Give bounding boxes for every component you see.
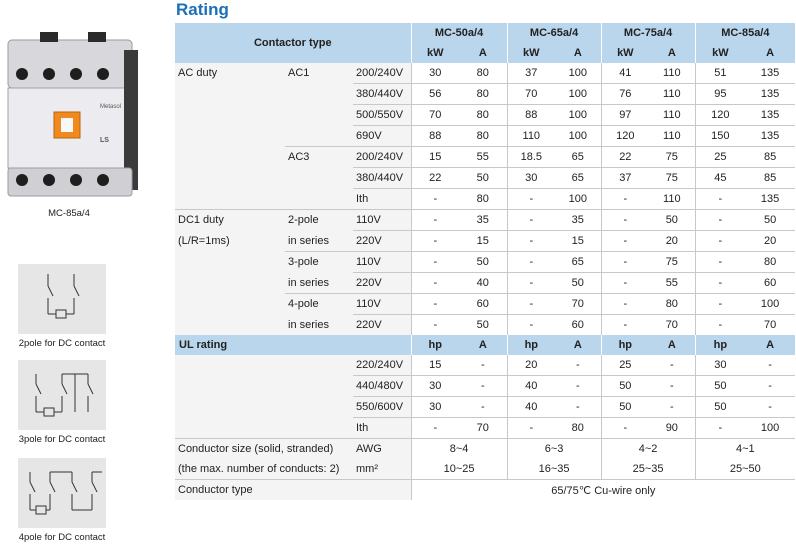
voltage-cell: 220V: [353, 315, 411, 336]
section-label: DC1 duty: [175, 210, 285, 231]
value-cell: 50: [555, 273, 601, 294]
mm2-value: 10~25: [411, 459, 507, 480]
value-cell: 150: [695, 126, 745, 147]
value-cell: 80: [745, 252, 795, 273]
pole-label: 2-pole: [285, 210, 353, 231]
value-cell: -: [411, 189, 459, 210]
value-cell: 30: [411, 63, 459, 84]
value-cell: 15: [411, 147, 459, 168]
value-cell: 75: [649, 168, 695, 189]
empty-cell: [175, 294, 285, 315]
header-row-models: [175, 23, 795, 43]
value-cell: 110: [649, 189, 695, 210]
value-cell: -: [411, 315, 459, 336]
unit-hp: hp: [411, 335, 459, 355]
section-sublabel: (L/R=1ms): [175, 231, 285, 252]
value-cell: 70: [745, 315, 795, 336]
value-cell: 65: [555, 147, 601, 168]
value-cell: -: [745, 397, 795, 418]
value-cell: 15: [555, 231, 601, 252]
table-row: [175, 315, 795, 336]
value-cell: -: [695, 418, 745, 439]
voltage-cell: 200/240V: [353, 147, 411, 168]
pole-label: 3-pole: [285, 252, 353, 273]
voltage-cell: 110V: [353, 252, 411, 273]
value-cell: 97: [601, 105, 649, 126]
value-cell: 40: [459, 273, 507, 294]
value-cell: 15: [459, 231, 507, 252]
value-cell: 55: [459, 147, 507, 168]
unit-kw: kW: [695, 43, 745, 63]
pole-label: in series: [285, 273, 353, 294]
table-row: [175, 480, 795, 501]
value-cell: 25: [601, 355, 649, 376]
value-cell: -: [601, 273, 649, 294]
table-row: [175, 294, 795, 315]
value-cell: -: [555, 397, 601, 418]
value-cell: -: [575, 359, 580, 371]
diagram-4pole: [18, 458, 106, 528]
value-cell: -: [601, 315, 649, 336]
value-cell: 35: [459, 210, 507, 231]
unit-a: A: [649, 335, 695, 355]
unit-a: A: [459, 335, 507, 355]
conductor-type-value: 65/75℃ Cu-wire only: [411, 480, 795, 501]
value-cell: 50: [459, 315, 507, 336]
value-cell: -: [411, 418, 459, 439]
value-cell: 22: [411, 168, 459, 189]
value-cell: -: [507, 315, 555, 336]
contactor-image: [4, 30, 140, 200]
unit-hp: hp: [695, 335, 745, 355]
value-cell: -: [601, 189, 649, 210]
value-cell: 45: [695, 168, 745, 189]
value-cell: -: [695, 273, 745, 294]
value-cell: 85: [745, 168, 795, 189]
value-cell: 100: [555, 84, 601, 105]
model-header: MC-75a/4: [601, 23, 695, 43]
value-cell: -: [695, 231, 745, 252]
value-cell: -: [601, 231, 649, 252]
value-cell: 80: [459, 189, 507, 210]
value-cell: 85: [745, 147, 795, 168]
value-cell: 50: [745, 210, 795, 231]
value-cell: 25: [695, 147, 745, 168]
value-cell: -: [507, 418, 555, 439]
value-cell: 30: [411, 376, 459, 397]
value-cell: 110: [507, 126, 555, 147]
diagram-2pole: [18, 264, 106, 334]
value-cell: 37: [601, 168, 649, 189]
value-cell: 60: [459, 294, 507, 315]
value-cell: -: [768, 359, 772, 371]
value-cell: -: [507, 294, 555, 315]
voltage-cell: 380/440V: [353, 84, 411, 105]
voltage-cell: 690V: [353, 126, 411, 147]
value-cell: 40: [507, 397, 555, 418]
awg-value: 6~3: [507, 439, 601, 460]
value-cell: 75: [649, 147, 695, 168]
value-cell: 100: [555, 189, 601, 210]
value-cell: 50: [459, 168, 507, 189]
pole-label: in series: [285, 231, 353, 252]
value-cell: 88: [507, 105, 555, 126]
section-label: AC duty: [175, 63, 285, 210]
value-cell: -: [411, 294, 459, 315]
model-header: MC-65a/4: [507, 23, 601, 43]
value-cell: -: [459, 397, 507, 418]
table-row: [175, 210, 795, 231]
table-row: [175, 355, 795, 376]
value-cell: -: [695, 252, 745, 273]
value-cell: 50: [601, 397, 649, 418]
table-row: [175, 459, 795, 480]
unit-a: A: [555, 335, 601, 355]
page-title: Rating: [176, 0, 229, 19]
value-cell: -: [507, 252, 555, 273]
value-cell: -: [480, 359, 485, 371]
value-cell: 88: [411, 126, 459, 147]
voltage-cell: 110V: [353, 210, 411, 231]
voltage-cell: 380/440V: [353, 168, 411, 189]
value-cell: 50: [695, 376, 745, 397]
unit-kw: kW: [411, 43, 459, 63]
diagram-3pole: [18, 360, 106, 430]
voltage-cell: 220/240V: [353, 355, 411, 376]
value-cell: -: [601, 418, 649, 439]
value-cell: 75: [649, 252, 695, 273]
value-cell: 70: [507, 84, 555, 105]
value-cell: 80: [459, 105, 507, 126]
value-cell: 110: [649, 105, 695, 126]
value-cell: 80: [459, 126, 507, 147]
unit-a: A: [745, 43, 795, 63]
mm2-value: 25~35: [601, 459, 695, 480]
circuit-2pole-icon: [18, 264, 106, 334]
unit-a: A: [745, 335, 795, 355]
value-cell: 15: [411, 355, 459, 376]
value-cell: 80: [555, 418, 601, 439]
value-cell: 120: [695, 105, 745, 126]
rating-table: [175, 23, 795, 500]
value-cell: -: [601, 252, 649, 273]
diagram-4pole-caption: 4pole for DC contact: [18, 532, 106, 543]
left-column: [0, 0, 170, 552]
value-cell: 110: [649, 84, 695, 105]
value-cell: 20: [507, 355, 555, 376]
value-cell: 120: [601, 126, 649, 147]
value-cell: -: [601, 294, 649, 315]
diagram-3pole-caption: 3pole for DC contact: [18, 434, 106, 445]
voltage-cell: 110V: [353, 294, 411, 315]
awg-value: 8~4: [411, 439, 507, 460]
value-cell: 110: [663, 67, 681, 79]
value-cell: 50: [459, 252, 507, 273]
value-cell: -: [411, 252, 459, 273]
value-cell: 135: [745, 84, 795, 105]
value-cell: 110: [649, 126, 695, 147]
value-cell: 50: [649, 210, 695, 231]
contactor-photo: [4, 30, 140, 200]
table-row: [175, 439, 795, 460]
value-cell: 80: [459, 84, 507, 105]
value-cell: 135: [745, 105, 795, 126]
value-cell: -: [695, 294, 745, 315]
value-cell: 100: [568, 67, 587, 79]
value-cell: -: [507, 210, 555, 231]
value-cell: -: [507, 273, 555, 294]
conductor-size-note: (the max. number of conducts: 2): [175, 459, 353, 480]
unit-a: A: [459, 43, 507, 63]
awg-value: 4~2: [601, 439, 695, 460]
value-cell: 30: [411, 397, 459, 418]
value-cell: -: [507, 231, 555, 252]
unit-hp: hp: [507, 335, 555, 355]
model-header: MC-85a/4: [695, 23, 795, 43]
value-cell: 135: [745, 189, 795, 210]
table-row: [175, 273, 795, 294]
value-cell: 70: [411, 105, 459, 126]
diagram-2pole-caption: 2pole for DC contact: [18, 338, 106, 349]
value-cell: 95: [695, 84, 745, 105]
value-cell: 70: [649, 315, 695, 336]
unit-hp: hp: [601, 335, 649, 355]
value-cell: 40: [507, 376, 555, 397]
value-cell: 80: [476, 67, 489, 79]
value-cell: -: [649, 376, 695, 397]
value-cell: 35: [555, 210, 601, 231]
value-cell: -: [649, 397, 695, 418]
value-cell: 100: [745, 418, 795, 439]
value-cell: 70: [555, 294, 601, 315]
mm2-value: 16~35: [507, 459, 601, 480]
conductor-type-label: Conductor type: [175, 480, 411, 501]
value-cell: 90: [649, 418, 695, 439]
value-cell: 80: [649, 294, 695, 315]
ul-header-row: [175, 335, 795, 355]
value-cell: 60: [555, 315, 601, 336]
value-cell: -: [411, 273, 459, 294]
mm2-label: mm²: [353, 459, 411, 480]
pole-label: in series: [285, 315, 353, 336]
pole-label: 4-pole: [285, 294, 353, 315]
value-cell: -: [459, 376, 507, 397]
table-row: [175, 252, 795, 273]
value-cell: -: [695, 210, 745, 231]
table-row: [175, 231, 795, 252]
value-cell: 22: [601, 147, 649, 168]
value-cell: 135: [760, 67, 780, 79]
voltage-cell: Ith: [353, 189, 411, 210]
voltage-cell: 550/600V: [353, 397, 411, 418]
awg-value: 4~1: [695, 439, 795, 460]
voltage-cell: 220V: [353, 231, 411, 252]
voltage-cell: 220V: [353, 273, 411, 294]
value-cell: -: [695, 189, 745, 210]
value-cell: 135: [745, 126, 795, 147]
conductor-size-label: Conductor size (solid, stranded): [175, 439, 353, 460]
table-row: [175, 63, 795, 84]
value-cell: 37: [507, 63, 555, 84]
value-cell: 56: [411, 84, 459, 105]
value-cell: 100: [555, 105, 601, 126]
value-cell: 65: [555, 168, 601, 189]
value-cell: -: [507, 189, 555, 210]
model-header: MC-50a/4: [411, 23, 507, 43]
value-cell: -: [411, 210, 459, 231]
contactor-type-header: Contactor type: [175, 23, 411, 63]
value-cell: 55: [649, 273, 695, 294]
value-cell: 41: [601, 63, 649, 84]
value-cell: -: [695, 315, 745, 336]
empty-cell: [175, 273, 285, 294]
value-cell: 76: [601, 84, 649, 105]
device-brand-text: Metasol: [100, 104, 122, 110]
photo-caption: MC-85a/4: [48, 208, 90, 219]
category-label: AC1: [285, 63, 353, 147]
value-cell: 51: [695, 63, 745, 84]
voltage-cell: 500/550V: [353, 105, 411, 126]
empty-cell: [175, 252, 285, 273]
voltage-cell: Ith: [353, 418, 411, 439]
unit-a: A: [649, 43, 695, 63]
value-cell: -: [669, 359, 674, 371]
value-cell: 20: [649, 231, 695, 252]
empty-cell: [175, 355, 353, 439]
unit-kw: kW: [601, 43, 649, 63]
value-cell: 30: [695, 355, 745, 376]
unit-kw: kW: [507, 43, 555, 63]
value-cell: -: [745, 376, 795, 397]
value-cell: 60: [745, 273, 795, 294]
unit-a: A: [555, 43, 601, 63]
value-cell: 20: [745, 231, 795, 252]
voltage-cell: 200/240V: [353, 63, 411, 84]
ul-rating-label: UL rating: [175, 335, 411, 355]
voltage-cell: 440/480V: [353, 376, 411, 397]
circuit-4pole-icon: [18, 458, 106, 528]
awg-label: AWG: [353, 439, 411, 460]
value-cell: 100: [745, 294, 795, 315]
empty-cell: [175, 315, 285, 336]
value-cell: 18.5: [507, 147, 555, 168]
mm2-value: 25~50: [695, 459, 795, 480]
value-cell: -: [601, 210, 649, 231]
value-cell: 50: [695, 397, 745, 418]
value-cell: 70: [459, 418, 507, 439]
value-cell: 50: [601, 376, 649, 397]
value-cell: -: [411, 231, 459, 252]
device-logo-text: LS: [100, 137, 109, 144]
value-cell: -: [555, 376, 601, 397]
value-cell: 100: [555, 126, 601, 147]
value-cell: 30: [507, 168, 555, 189]
category-label: AC3: [285, 147, 353, 210]
value-cell: 65: [555, 252, 601, 273]
circuit-3pole-icon: [18, 360, 106, 430]
